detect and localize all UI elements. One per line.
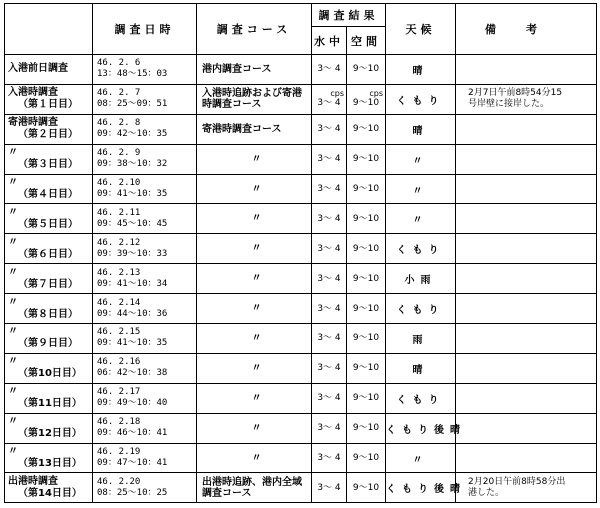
table-body: [5, 55, 597, 503]
row-course: 〃: [197, 353, 312, 383]
row-date: 46. 2.16: [97, 357, 141, 368]
row-label-cell: [5, 264, 93, 294]
row-water-cell: [312, 55, 347, 85]
row-weather: くもり後晴: [386, 413, 456, 443]
row-water: 3～ 4: [317, 363, 341, 374]
row-date: 46. 2.11: [97, 207, 141, 218]
table-row: [5, 353, 597, 383]
row-air: 9～10: [352, 333, 380, 344]
row-datetime-cell: [93, 443, 197, 473]
row-date: 46. 2. 6: [97, 58, 141, 69]
row-weather: くもり: [386, 294, 456, 324]
row-day: （第14日目）: [18, 487, 82, 499]
header-air: 空間: [347, 27, 386, 55]
row-label: 〃: [8, 177, 18, 188]
row-day: （第２日目）: [18, 129, 78, 141]
row-water: 3～ 4: [317, 453, 341, 464]
header-weather: 天候: [386, 4, 456, 55]
row-course: 〃: [197, 174, 312, 204]
row-water: 3～ 4: [317, 124, 341, 135]
row-remarks-cell: [456, 144, 597, 174]
row-date: 46. 2.19: [97, 447, 141, 458]
row-day: （第９日目）: [18, 338, 78, 350]
row-water-cell: [312, 174, 347, 204]
row-air-cell: [347, 204, 386, 234]
row-weather: 小雨: [386, 264, 456, 294]
row-course: 〃: [197, 144, 312, 174]
row-course: 〃: [197, 234, 312, 264]
row-weather: 雨: [386, 324, 456, 354]
row-time: 09：42～10：35: [97, 129, 168, 140]
row-remarks-cell: [456, 174, 597, 204]
row-water: 3～ 4: [317, 333, 341, 344]
row-water: 3～ 4: [317, 154, 341, 165]
row-datetime-cell: [93, 55, 197, 85]
row-day: （第10日目）: [18, 368, 82, 380]
table-row: [5, 264, 597, 294]
row-day: （第３日目）: [18, 159, 78, 171]
row-date: 46. 2.10: [97, 178, 141, 188]
row-datetime-cell: [93, 174, 197, 204]
row-time: 09：49～10：40: [97, 398, 168, 409]
row-water-cell: [312, 204, 347, 234]
row-weather: くもり: [386, 84, 456, 114]
row-datetime-cell: [93, 353, 197, 383]
row-remarks-cell: [456, 383, 597, 413]
row-air-cell: [347, 383, 386, 413]
row-time: 13：48～15：03: [97, 69, 168, 80]
row-air: 9～10: [352, 423, 380, 434]
row-datetime-cell: [93, 473, 197, 503]
row-air-cell: [347, 55, 386, 85]
row-remarks-cell: [456, 413, 597, 443]
row-course: 入港時追跡および寄港時調査コース: [197, 84, 312, 114]
row-datetime-cell: [93, 324, 197, 354]
row-air-cell: [347, 144, 386, 174]
header-results: 調査結果: [312, 4, 386, 27]
table-row: [5, 234, 597, 264]
row-label: 〃: [8, 296, 18, 308]
row-water-cell: [312, 353, 347, 383]
row-water: 3～ 4: [317, 98, 341, 109]
row-air: 9～10: [352, 303, 380, 314]
row-air-cell: [347, 413, 386, 443]
row-remarks-cell: [456, 324, 597, 354]
row-label-cell: [5, 144, 93, 174]
row-label-cell: [5, 473, 93, 503]
row-time: 09：41～10：35: [97, 189, 168, 199]
row-water-cell: [312, 413, 347, 443]
row-water-cell: [312, 234, 347, 264]
row-air-cell: [347, 234, 386, 264]
row-water: 3～ 4: [317, 64, 341, 75]
row-label-cell: [5, 55, 93, 85]
table-row: [5, 413, 597, 443]
row-time: 09：38～10：32: [97, 159, 168, 170]
row-time: 09：45～10：45: [97, 218, 168, 229]
row-course: 〃: [197, 264, 312, 294]
row-weather: 〃: [386, 204, 456, 234]
row-weather: 〃: [386, 174, 456, 204]
row-water-cell: [312, 324, 347, 354]
row-course: 〃: [197, 383, 312, 413]
row-water-cell: [312, 144, 347, 174]
table-row: [5, 294, 597, 324]
row-air: 9～10: [352, 453, 380, 464]
row-air-cell: [347, 473, 386, 503]
row-weather: くもり後晴: [386, 473, 456, 503]
row-date: 46. 2.12: [97, 237, 141, 248]
row-datetime-cell: [93, 264, 197, 294]
table-row: [5, 383, 597, 413]
row-label: 〃: [8, 386, 18, 398]
row-course: 寄港時調査コース: [197, 114, 312, 144]
row-date: 46. 2.17: [97, 387, 141, 398]
row-air: 9～10: [352, 363, 380, 374]
row-remarks-cell: [456, 264, 597, 294]
row-course: 〃: [197, 324, 312, 354]
row-label-cell: [5, 353, 93, 383]
row-air: 9～10: [352, 213, 380, 224]
row-remarks-line-2: 号岸壁に接岸した。: [468, 99, 550, 110]
row-remarks-cell: [456, 84, 597, 114]
row-day: （第12日目）: [18, 428, 82, 440]
row-air: 9～10: [352, 184, 380, 194]
row-label: 〃: [8, 266, 18, 278]
header-course: 調査コース: [197, 4, 312, 55]
row-remarks-cell: [456, 294, 597, 324]
row-remarks-cell: [456, 234, 597, 264]
header-label: [5, 4, 93, 55]
row-weather: くもり: [386, 234, 456, 264]
row-datetime-cell: [93, 294, 197, 324]
row-air: 9～10: [352, 124, 380, 135]
row-course: 〃: [197, 294, 312, 324]
table-row: [5, 443, 597, 473]
row-label: 〃: [8, 416, 18, 428]
header-date: 調査日時: [93, 4, 197, 55]
row-air-cell: [347, 353, 386, 383]
row-label: 出港時調査: [8, 475, 58, 487]
header-remarks: 備考: [456, 4, 597, 55]
table-row: [5, 55, 597, 85]
row-air: 9～10: [352, 64, 380, 75]
table-row: [5, 144, 597, 174]
row-datetime-cell: [93, 234, 197, 264]
row-air-cell: [347, 84, 386, 114]
row-water: 3～ 4: [317, 273, 341, 284]
row-day: （第８日目）: [18, 308, 78, 320]
row-label-cell: [5, 413, 93, 443]
row-label-cell: [5, 383, 93, 413]
row-air: 9～10: [352, 98, 380, 109]
row-remarks-cell: [456, 473, 597, 503]
row-water-cell: [312, 383, 347, 413]
row-day: （第５日目）: [18, 218, 78, 230]
row-weather: 晴: [386, 114, 456, 144]
row-water: 3～ 4: [317, 243, 341, 254]
row-remarks-cell: [456, 114, 597, 144]
row-remarks-cell: [456, 204, 597, 234]
header-water: 水中: [312, 27, 347, 55]
row-remarks-line-1: 2月20日午前8時58分出: [468, 476, 566, 487]
row-datetime-cell: [93, 413, 197, 443]
row-water: 3～ 4: [317, 423, 341, 434]
row-air-cell: [347, 174, 386, 204]
row-course: 〃: [197, 413, 312, 443]
survey-table: [4, 3, 597, 503]
row-air-unit: cps: [369, 89, 383, 99]
row-time: 08：25～10：25: [97, 487, 168, 498]
row-water: 3～ 4: [317, 213, 341, 224]
row-day: （第４日目）: [18, 189, 78, 200]
row-water: 3～ 4: [317, 184, 341, 194]
row-label: 〃: [8, 326, 18, 338]
row-time: 09：41～10：35: [97, 338, 168, 349]
row-air: 9～10: [352, 243, 380, 254]
row-date: 46. 2.18: [97, 417, 141, 428]
row-weather: 晴: [386, 55, 456, 85]
row-date: 46. 2.13: [97, 267, 141, 278]
row-course: 〃: [197, 443, 312, 473]
row-label-cell: [5, 234, 93, 264]
row-label: 寄港時調査: [8, 117, 58, 129]
row-day: （第11日目）: [18, 398, 82, 410]
row-day: （第１日目）: [18, 99, 78, 111]
row-weather: 〃: [386, 144, 456, 174]
table-row: [5, 473, 597, 503]
row-remarks-cell: [456, 353, 597, 383]
row-day: （第７日目）: [18, 278, 78, 290]
row-label-cell: [5, 174, 93, 204]
row-water-cell: [312, 84, 347, 114]
row-water: 3～ 4: [317, 393, 341, 404]
row-weather: くもり: [386, 383, 456, 413]
row-weather: 晴: [386, 353, 456, 383]
row-air: 9～10: [352, 482, 380, 493]
row-remarks-line-1: 2月7日午前8時54分15: [468, 88, 563, 99]
row-time: 09：46～10：41: [97, 428, 168, 439]
row-datetime-cell: [93, 383, 197, 413]
row-air-cell: [347, 294, 386, 324]
row-label-cell: [5, 324, 93, 354]
row-air-cell: [347, 324, 386, 354]
row-course: 港内調査コース: [197, 55, 312, 85]
row-water: 3～ 4: [317, 482, 341, 493]
row-time: 06：42～10：38: [97, 368, 168, 379]
row-water-unit: cps: [330, 89, 344, 99]
row-label-cell: [5, 84, 93, 114]
row-water-cell: [312, 294, 347, 324]
row-label: 入港前日調査: [8, 63, 68, 75]
row-air: 9～10: [352, 393, 380, 404]
row-remarks-line-2: 港した。: [468, 487, 505, 498]
row-datetime-cell: [93, 84, 197, 114]
row-datetime-cell: [93, 144, 197, 174]
row-label: 〃: [8, 206, 18, 218]
row-label-cell: [5, 443, 93, 473]
row-label: 〃: [8, 236, 18, 248]
table-row: [5, 204, 597, 234]
row-date: 46. 2.14: [97, 297, 141, 308]
row-date: 46. 2. 9: [97, 148, 141, 159]
table-row: [5, 174, 597, 204]
row-air: 9～10: [352, 273, 380, 284]
row-label: 〃: [8, 446, 18, 458]
row-air-cell: [347, 114, 386, 144]
row-water-cell: [312, 443, 347, 473]
row-air: 9～10: [352, 154, 380, 165]
table-row: [5, 114, 597, 144]
row-label: 〃: [8, 356, 18, 368]
row-date: 46. 2.20: [97, 476, 141, 487]
row-datetime-cell: [93, 204, 197, 234]
row-time: 09：47～10：41: [97, 458, 168, 469]
row-date: 46. 2. 8: [97, 118, 141, 129]
row-datetime-cell: [93, 114, 197, 144]
row-time: 09：41～10：34: [97, 278, 168, 289]
table-row: [5, 84, 597, 114]
row-day: （第６日目）: [18, 248, 78, 260]
row-time: 09：39～10：33: [97, 248, 168, 259]
row-time: 08：25～09：51: [97, 99, 168, 110]
row-water-cell: [312, 264, 347, 294]
row-label-cell: [5, 294, 93, 324]
row-label: 入港時調査: [8, 87, 58, 99]
row-remarks-cell: [456, 443, 597, 473]
row-day: （第13日目）: [18, 458, 82, 470]
row-water: 3～ 4: [317, 303, 341, 314]
row-time: 09：44～10：36: [97, 308, 168, 319]
row-weather: 〃: [386, 443, 456, 473]
row-label: 〃: [8, 147, 18, 159]
row-course: 〃: [197, 204, 312, 234]
row-air-cell: [347, 443, 386, 473]
row-course: 出港時追跡、港内全域調査コース: [197, 473, 312, 503]
row-remarks-cell: [456, 55, 597, 85]
row-air-cell: [347, 264, 386, 294]
row-water-cell: [312, 114, 347, 144]
row-date: 46. 2.15: [97, 327, 141, 338]
row-date: 46. 2. 7: [97, 88, 141, 99]
table-row: [5, 324, 597, 354]
row-water-cell: [312, 473, 347, 503]
row-label-cell: [5, 204, 93, 234]
row-label-cell: [5, 114, 93, 144]
